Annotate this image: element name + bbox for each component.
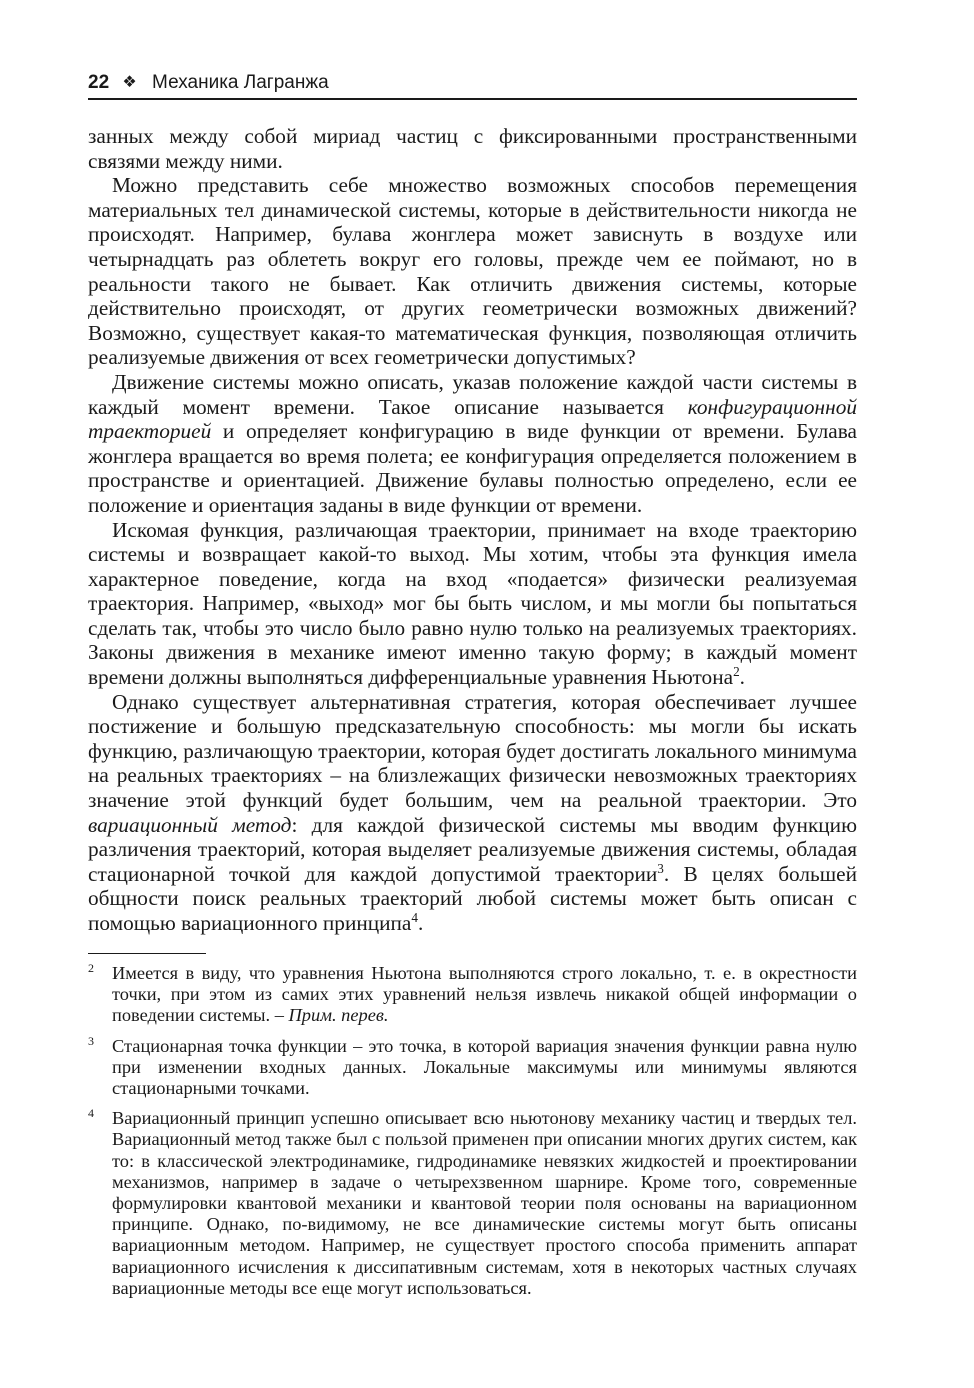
paragraph-4-end: . (739, 665, 745, 690)
footnote-ref-4[interactable]: 4 (411, 910, 418, 926)
paragraph-3-text-before: Движение системы можно описать, указав положение каждой части системы в каждый момент времени. Такое описание называется (88, 369, 857, 419)
footnote-mark: 3 (88, 1033, 94, 1048)
footnote-text: Вариационный принцип успешно описывает всю ньютонову механику частиц и твердых тел. Вариационный метод также был с пользой применен при описании многих других систем, как то: в классической электродинамике, гидродинамике невязких жидкостей и проектировании механизмов, например в задаче о четырехзвенном шарнире. Кроме того, современные формулировки квантовой механики и квантовой теории поля основаны на вариационном принципе. Однако, по-видимому, не все динамические системы могут быть описаны вариационным методом. Например, не существует простого способа применить аппарат вариационного исчисления к диссипативным системам, хотя в некоторых частных случаях вариационные методы все еще могут использоваться. (112, 1108, 857, 1298)
paragraph-5 (88, 690, 857, 936)
paragraph-3 (88, 370, 857, 518)
main-text (88, 124, 857, 936)
footnote-text: Имеется в виду, что уравнения Ньютона выполняются строго локально, т. е. в окрестности точки, при этом из самих этих уравнений нельзя извлечь никакой общей информации о поведении системы. – (112, 963, 857, 1026)
term-configuration-trajectory: конфигурационной траекторией (88, 394, 857, 444)
paragraph-2-text: Можно представить себе множество возможных способов перемещения материальных тел динамической системы, которые в действительности никогда не происходят. Например, булава жонглера может зависнуть в воздухе или четырнадцать раз облететь вокруг его головы, прежде чем ее поймают, но в реальности такого не бывает. Как отличить движения системы, которые действительно происходят, от других геометрически возможных движений? Возможно, существует какая-то математическая функция, позволяющая отличить реализуемые движения от всех геометрически допустимых? (88, 173, 857, 370)
footnote-3 (88, 1033, 857, 1100)
term-variational-method: вариационный метод (88, 812, 292, 837)
ornament-icon: ❖ (122, 74, 137, 91)
footnote-ref-2[interactable]: 2 (733, 664, 740, 680)
paragraph-5-text-after: . В целях большей общности поиск реальных траекторий любой системы может быть описан с помощью вариационного принципа (88, 861, 858, 935)
translator-note: Прим. перев. (288, 1005, 389, 1026)
paragraph-3-text-after: и определяет конфигурацию в виде функции от времени. Булава жонглера вращается во время полета; ее конфигурация определяется положением в пространстве и ориентацией. Движение булавы полностью определено, если ее положение и ориентация заданы в виде функции от времени. (88, 419, 857, 517)
footnotes (88, 963, 857, 1308)
page-number: 22 (88, 72, 110, 93)
paragraph-5-text-middle: : для каждой физической системы мы вводим функцию различения траекторий, которая выделяет реализуемые движения системы, обладая стационарной точкой для каждой допустимой траектории (88, 812, 857, 886)
paragraph-1 (88, 124, 857, 173)
footnote-4 (88, 1108, 857, 1299)
paragraph-5-end: . (417, 911, 424, 935)
footnote-ref-3[interactable]: 3 (657, 860, 664, 876)
footnote-text: Стационарная точка функции – это точка, в которой вариация значения функции равна нулю при изменении входных данных. Локальные максимумы или минимумы являются стационарными точками. (112, 1035, 857, 1099)
paragraph-4 (88, 518, 857, 690)
paragraph-2 (88, 173, 857, 370)
footnote-mark: 2 (88, 961, 94, 975)
page-header (88, 70, 857, 100)
running-title: Механика Лагранжа (152, 72, 329, 93)
footnote-divider (88, 953, 206, 954)
paragraph-4-text: Искомая функция, различающая траектории, принимает на входе траекторию системы и возвращает какой-то выход. Мы хотим, чтобы эта функция имела характерное поведение, когда на вход «подается» физически реализуемая траектория. Например, «выход» мог бы быть числом, и мы могли бы попытаться сделать так, чтобы это число было равно нулю только на реализуемых траекториях. Законы движения в механике имеют именно такую форму; в каждый момент времени должны выполняться дифференциальные уравнения Ньютона (88, 517, 857, 690)
paragraph-1-text: занных между собой мириад частиц с фиксированными пространственными связями между ними. (88, 124, 857, 173)
footnote-2 (88, 963, 857, 1027)
paragraph-5-text-before: Однако существует альтернативная стратегия, которая обеспечивает лучшее постижение и большую предсказательную способность: мы могли бы искать функцию, различающую траектории, которая будет достигать локального минимума на реальных траекториях – на близлежащих физически невозможных траекториях значение этой функций будет большим, чем на реальной траектории. Это (88, 689, 857, 813)
footnote-mark: 4 (88, 1106, 94, 1121)
